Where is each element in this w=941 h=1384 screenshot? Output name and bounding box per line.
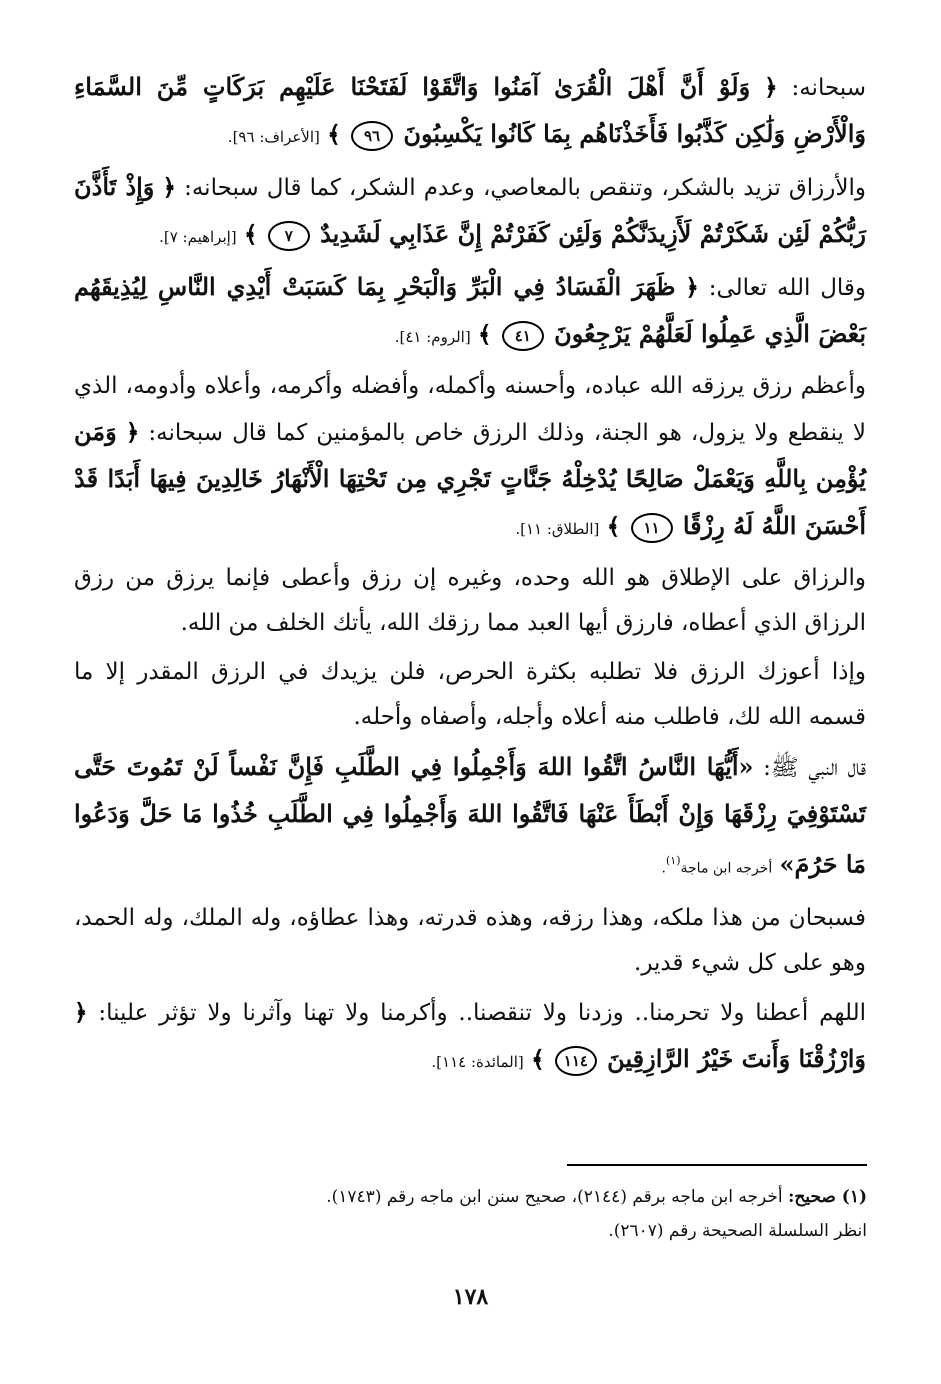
verse-reference: [إبراهيم: ٧]. <box>159 228 237 246</box>
paragraph-lead: سبحانه: <box>777 75 867 101</box>
paragraph-araf <box>74 64 866 160</box>
footnote-text: أخرجه ابن ماجه برقم (٢١٤٤)، صحيح سنن ابن ماجه رقم (١٧٤٣). <box>326 1187 789 1207</box>
quran-verse: وَمَن يُؤْمِن بِاللَّهِ وَيَعْمَلْ صَالِحًا يُدْخِلْهُ جَنَّاتٍ تَجْرِي مِن تَحْتِهَا الْأَنْهَارُ خَالِدِينَ فِيهَا أَبَدًا قَدْ أَحْسَنَ اللَّهُ لَهُ رِزْقًا <box>74 417 866 540</box>
page-body <box>74 64 866 1089</box>
paragraph-razzaq: والرزاق على الإطلاق هو الله وحده، وغيره إن رزق وأعطى فإنما يرزق من رزق الرزاق الذي أعطاه، فارزق أيها العبد مما رزقك الله، يأتك الخلف من الله. <box>74 565 866 636</box>
verse-open-bracket: ﴿ <box>764 74 778 101</box>
hadith-text: «أَيُّهَا النَّاسُ اتَّقُوا اللهَ وَأَجْمِلُوا فِي الطَّلَبِ فَإِنَّ نَفْساً لَنْ تَمُوتَ حَتَّى تَسْتَوْفِيَ رِزْقَهَا وَإِنْ أَبْطَأَ عَنْهَا فَاتَّقُوا اللهَ وَأَجْمِلُوا فِي الطَّلَبِ خُذُوا مَا حَلَّ وَدَعُوا مَا حَرُمَ» <box>74 752 866 879</box>
verse-open-bracket: ﴿ <box>685 274 699 301</box>
footnote-divider <box>567 1164 867 1166</box>
verse-close-bracket: ﴾ <box>243 221 258 248</box>
quran-verse: وَلَوْ أَنَّ أَهْلَ الْقُرَىٰ آمَنُوا وَاتَّقَوْا لَفَتَحْنَا عَلَيْهِم بَرَكَاتٍ مِّنَ السَّمَاءِ وَالْأَرْضِ وَلَٰكِن كَذَّبُوا فَأَخَذْنَاهُم بِمَا كَانُوا يَكْسِبُونَ <box>74 72 866 148</box>
hadith-end: . <box>661 860 666 877</box>
verse-open-bracket: ﴿ <box>125 419 140 446</box>
verse-reference: [الطلاق: ١١]. <box>515 520 600 538</box>
footnote-marker[interactable]: (١) <box>666 854 681 867</box>
paragraph-hadith <box>74 744 866 892</box>
paragraph-subhan: فسبحان من هذا ملكه، وهذا رزقه، وهذه قدرته، وهذا عطاؤه، وله الملك، وله الحمد، وهو على كل شيء قدير. <box>74 904 866 976</box>
footnote-2: انظر السلسلة الصحيحة رقم (٢٦٠٧). <box>608 1221 867 1241</box>
verse-number-badge: ٩٦ <box>351 121 393 151</box>
verse-close-bracket: ﴾ <box>531 1045 545 1073</box>
footnote-1 <box>75 1180 867 1214</box>
page-number: ١٧٨ <box>452 1284 489 1310</box>
paragraph-talaq <box>74 364 866 552</box>
verse-reference: [المائدة: ١١٤]. <box>431 1052 524 1071</box>
verse-close-bracket: ﴾ <box>478 321 492 348</box>
paragraph-lead: وأعظم رزق يرزقه الله عباده، وأحسنه وأكمله، وأفضله وأكرمه، وأعلاه وأدومه، الذي لا ينقطع ولا يزول، هو الجنة، وذلك الرزق خاص بالمؤمنين كما قال سبحانه: <box>74 373 867 446</box>
footnote-label: (١) صحيح: <box>788 1187 867 1207</box>
verse-number-badge: ١١ <box>631 513 673 543</box>
verse-close-bracket: ﴾ <box>606 513 621 540</box>
paragraph-lead: والأرزاق تزيد بالشكر، وتنقص بالمعاصي، وعدم الشكر، كما قال سبحانه: <box>176 175 866 201</box>
hadith-lead: قال النبي ﷺ: <box>753 755 866 781</box>
verse-number-badge: ٤١ <box>502 321 544 351</box>
quran-verse: وَارْزُقْنَا وَأَنتَ خَيْرُ الرَّازِقِينَ <box>607 1043 866 1073</box>
verse-number-badge: ٧ <box>268 221 310 251</box>
paragraph-rum <box>74 264 866 360</box>
paragraph-dua <box>74 990 866 1085</box>
verse-open-bracket: ﴿ <box>162 174 176 201</box>
verse-close-bracket: ﴾ <box>327 121 341 148</box>
hadith-source: أخرجه ابن ماجة <box>680 860 773 877</box>
paragraph-ibrahim <box>74 164 866 260</box>
paragraph-iwaz: وإذا أعوزك الرزق فلا تطلبه بكثرة الحرص، فلن يزيدك في الرزق المقدر إلا ما قسمه الله لك، فاطلب منه أعلاه وأجله، وأصفاه وأحله. <box>74 659 866 730</box>
paragraph-lead: اللهم أعطنا ولا تحرمنا.. وزدنا ولا تنقصنا.. وأكرمنا ولا تهنا وآثرنا ولا تؤثر علينا: <box>87 999 866 1026</box>
verse-reference: [الروم: ٤١]. <box>394 328 471 346</box>
verse-open-bracket: ﴿ <box>74 998 88 1026</box>
quran-verse: وَإِذْ تَأَذَّنَ رَبُّكُمْ لَئِن شَكَرْتُمْ لَأَزِيدَنَّكُمْ وَلَئِن كَفَرْتُمْ إِنَّ عَذَابِي لَشَدِيدٌ <box>74 172 866 248</box>
paragraph-lead: وقال الله تعالى: <box>698 275 867 301</box>
verse-number-badge: ١١٤ <box>555 1046 597 1076</box>
quran-verse: ظَهَرَ الْفَسَادُ فِي الْبَرِّ وَالْبَحْرِ بِمَا كَسَبَتْ أَيْدِي النَّاسِ لِيُذِيقَهُم بَعْضَ الَّذِي عَمِلُوا لَعَلَّهُمْ يَرْجِعُونَ <box>74 272 866 348</box>
verse-reference: [الأعراف: ٩٦]. <box>227 128 320 146</box>
footnotes <box>75 1180 867 1248</box>
